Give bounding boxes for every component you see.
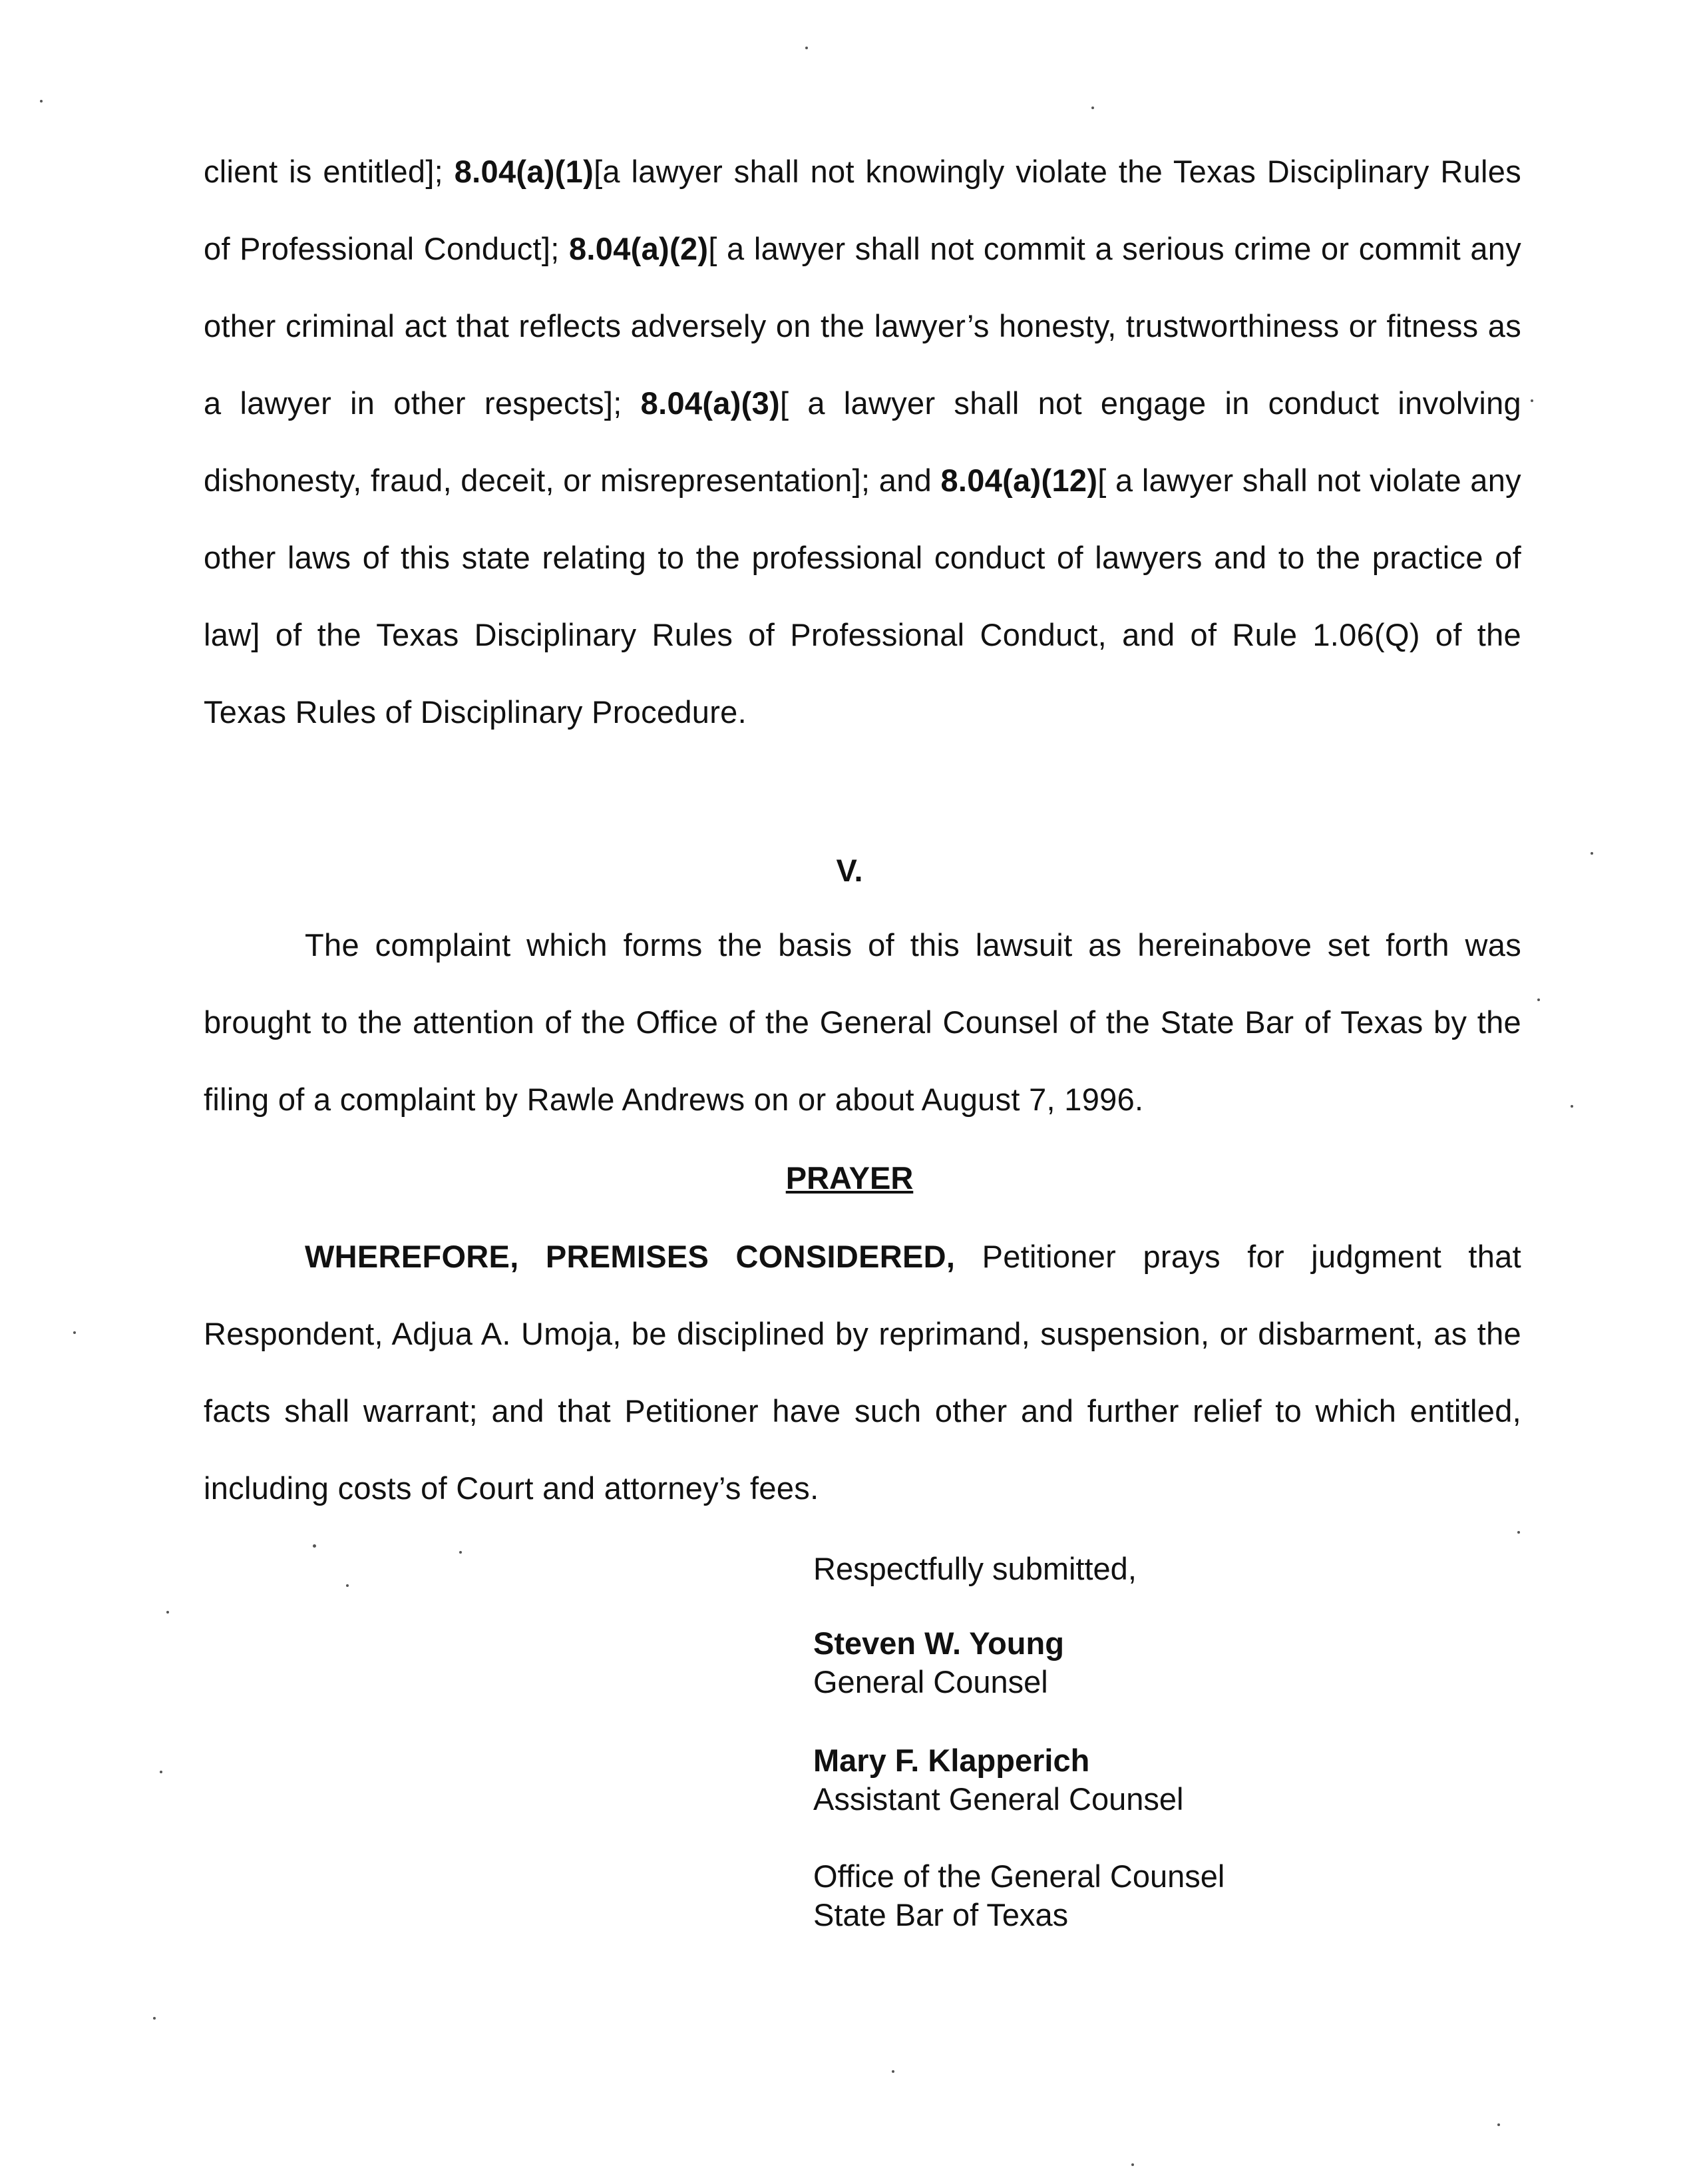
- scan-speck: [313, 1544, 316, 1548]
- rule-reference: 8.04(a)(12): [940, 463, 1098, 498]
- scan-speck: [459, 1551, 462, 1554]
- scan-speck: [166, 1611, 169, 1614]
- section-heading-v: V.: [836, 853, 863, 888]
- scan-speck: [1497, 2123, 1500, 2126]
- scan-speck: [1591, 852, 1593, 855]
- scan-speck: [153, 2017, 156, 2020]
- rule-reference: 8.04(a)(1): [454, 154, 594, 189]
- organization-name: State Bar of Texas: [813, 1897, 1069, 1932]
- signature-block-general-counsel: [813, 1624, 1064, 1701]
- scan-speck: [805, 47, 808, 49]
- paragraph-complaint-basis: The complaint which forms the basis of this lawsuit as hereinabove set forth was brought to the attention of the Office of the General Counsel of the State Bar of Texas by the filing of a complaint by Rawle Andrews on or about August 7, 1996.: [204, 927, 1521, 1117]
- scan-speck: [1517, 1531, 1520, 1534]
- signer-title: Assistant General Counsel: [813, 1781, 1184, 1817]
- signature-intro: Respectfully submitted,: [813, 1551, 1137, 1586]
- signature-block-assistant-counsel: [813, 1741, 1183, 1819]
- paragraph-rule-violations: [204, 133, 1521, 751]
- scan-speck: [160, 1771, 162, 1773]
- office-name: Office of the General Counsel: [813, 1858, 1225, 1894]
- scan-speck: [346, 1584, 349, 1587]
- signer-name: Mary F. Klapperich: [813, 1743, 1090, 1778]
- scan-speck: [1537, 998, 1540, 1001]
- scan-speck: [1091, 107, 1094, 109]
- signer-name: Steven W. Young: [813, 1626, 1064, 1661]
- rule-reference: 8.04(a)(3): [640, 385, 780, 421]
- scan-speck: [1531, 399, 1533, 402]
- paragraph-prayer: [204, 1218, 1521, 1527]
- paragraph-text: [ a lawyer shall not commit a serious crime or commit any other criminal act that reflects adversely on the lawyer’s honesty, trustworthiness or fitness as a lawyer in other respects];: [204, 231, 1522, 421]
- signer-title: General Counsel: [813, 1664, 1048, 1699]
- section-heading-prayer: PRAYER: [785, 1160, 914, 1196]
- prayer-text: Petitioner prays for judgment that Respondent, Adjua A. Umoja, be disciplined by reprimand, suspension, or disbarment, as the facts shall warrant; and that Petitioner have such other and further relief to which entitled, including costs of Court and attorney’s fees.: [204, 1239, 1521, 1506]
- paragraph-text: [ a lawyer shall not engage in conduct involving dishonesty, fraud, deceit, or misrepresentation]; and: [204, 385, 1521, 498]
- scan-speck: [1131, 2163, 1134, 2166]
- signature-block-office: [813, 1857, 1225, 1934]
- paragraph-text: client is entitled];: [204, 154, 455, 189]
- scan-speck: [892, 2070, 894, 2073]
- rule-reference: 8.04(a)(2): [568, 231, 709, 266]
- scan-speck: [40, 100, 43, 103]
- prayer-lead: WHEREFORE, PREMISES CONSIDERED,: [305, 1239, 956, 1274]
- scan-speck: [73, 1331, 76, 1334]
- paragraph-text: [ a lawyer shall not violate any other laws of this state relating to the professional conduct of lawyers and to the practice of law] of the Texas Disciplinary Rules of Professional Conduct, and of Rule 1.06(Q) of the Texas Rules of Disciplinary Procedure.: [204, 463, 1521, 730]
- scan-speck: [1571, 1105, 1573, 1108]
- paragraph-text: [a lawyer shall not knowingly violate the Texas Disciplinary Rules of Professional Conduct];: [204, 154, 1522, 266]
